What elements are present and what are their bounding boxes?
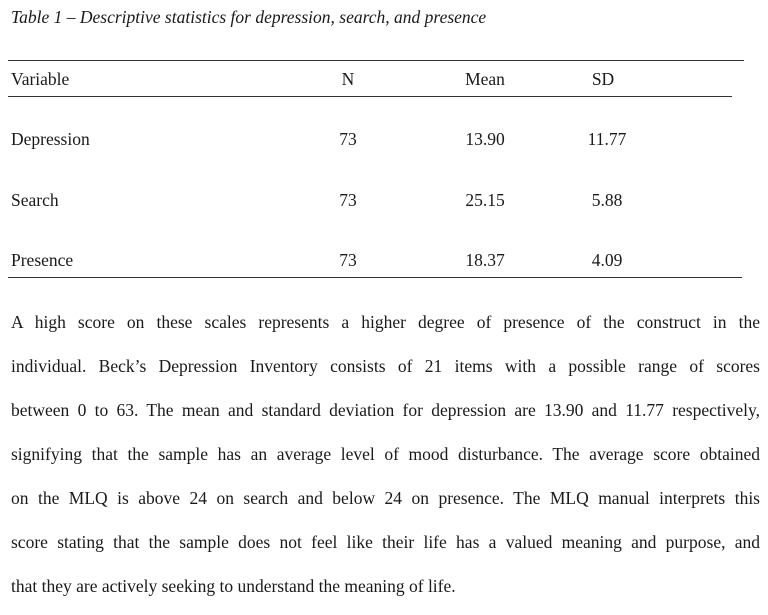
paragraph-line: signifying that the sample has an average level of mood disturbance. The average score obtained	[11, 444, 760, 464]
row-search-variable: Search	[11, 190, 59, 210]
row-presence-mean: 18.37	[465, 250, 505, 270]
header-sd: SD	[591, 69, 615, 89]
row-depression-n: 73	[339, 129, 357, 149]
row-presence-sd: 4.09	[591, 250, 623, 270]
body-paragraph	[11, 300, 760, 608]
table-header-rule	[8, 96, 732, 97]
paragraph-line: individual. Beck’s Depression Inventory consists of 21 items with a possible range of scores	[11, 356, 760, 376]
header-n: N	[341, 69, 355, 89]
paragraph-line: between 0 to 63. The mean and standard deviation for depression are 13.90 and 11.77 respectively,	[11, 400, 760, 420]
row-depression-variable: Depression	[11, 129, 90, 149]
table-top-rule	[8, 60, 744, 61]
header-variable: Variable	[11, 69, 70, 89]
paragraph-line: on the MLQ is above 24 on search and below 24 on presence. The MLQ manual interprets this	[11, 488, 760, 508]
table-bottom-rule	[8, 277, 742, 278]
paragraph-line: that they are actively seeking to understand the meaning of life.	[11, 576, 456, 596]
paragraph-line: score stating that the sample does not feel like their life has a valued meaning and purpose, and	[11, 532, 760, 552]
header-mean: Mean	[465, 69, 505, 89]
row-depression-mean: 13.90	[465, 129, 505, 149]
row-search-mean: 25.15	[465, 190, 505, 210]
table-caption: Table 1 – Descriptive statistics for depression, search, and presence	[11, 7, 487, 27]
row-search-sd: 5.88	[591, 190, 623, 210]
row-search-n: 73	[339, 190, 357, 210]
row-depression-sd: 11.77	[587, 129, 627, 149]
paragraph-line: A high score on these scales represents a higher degree of presence of the construct in the	[11, 312, 760, 332]
row-presence-n: 73	[339, 250, 357, 270]
row-presence-variable: Presence	[11, 250, 74, 270]
